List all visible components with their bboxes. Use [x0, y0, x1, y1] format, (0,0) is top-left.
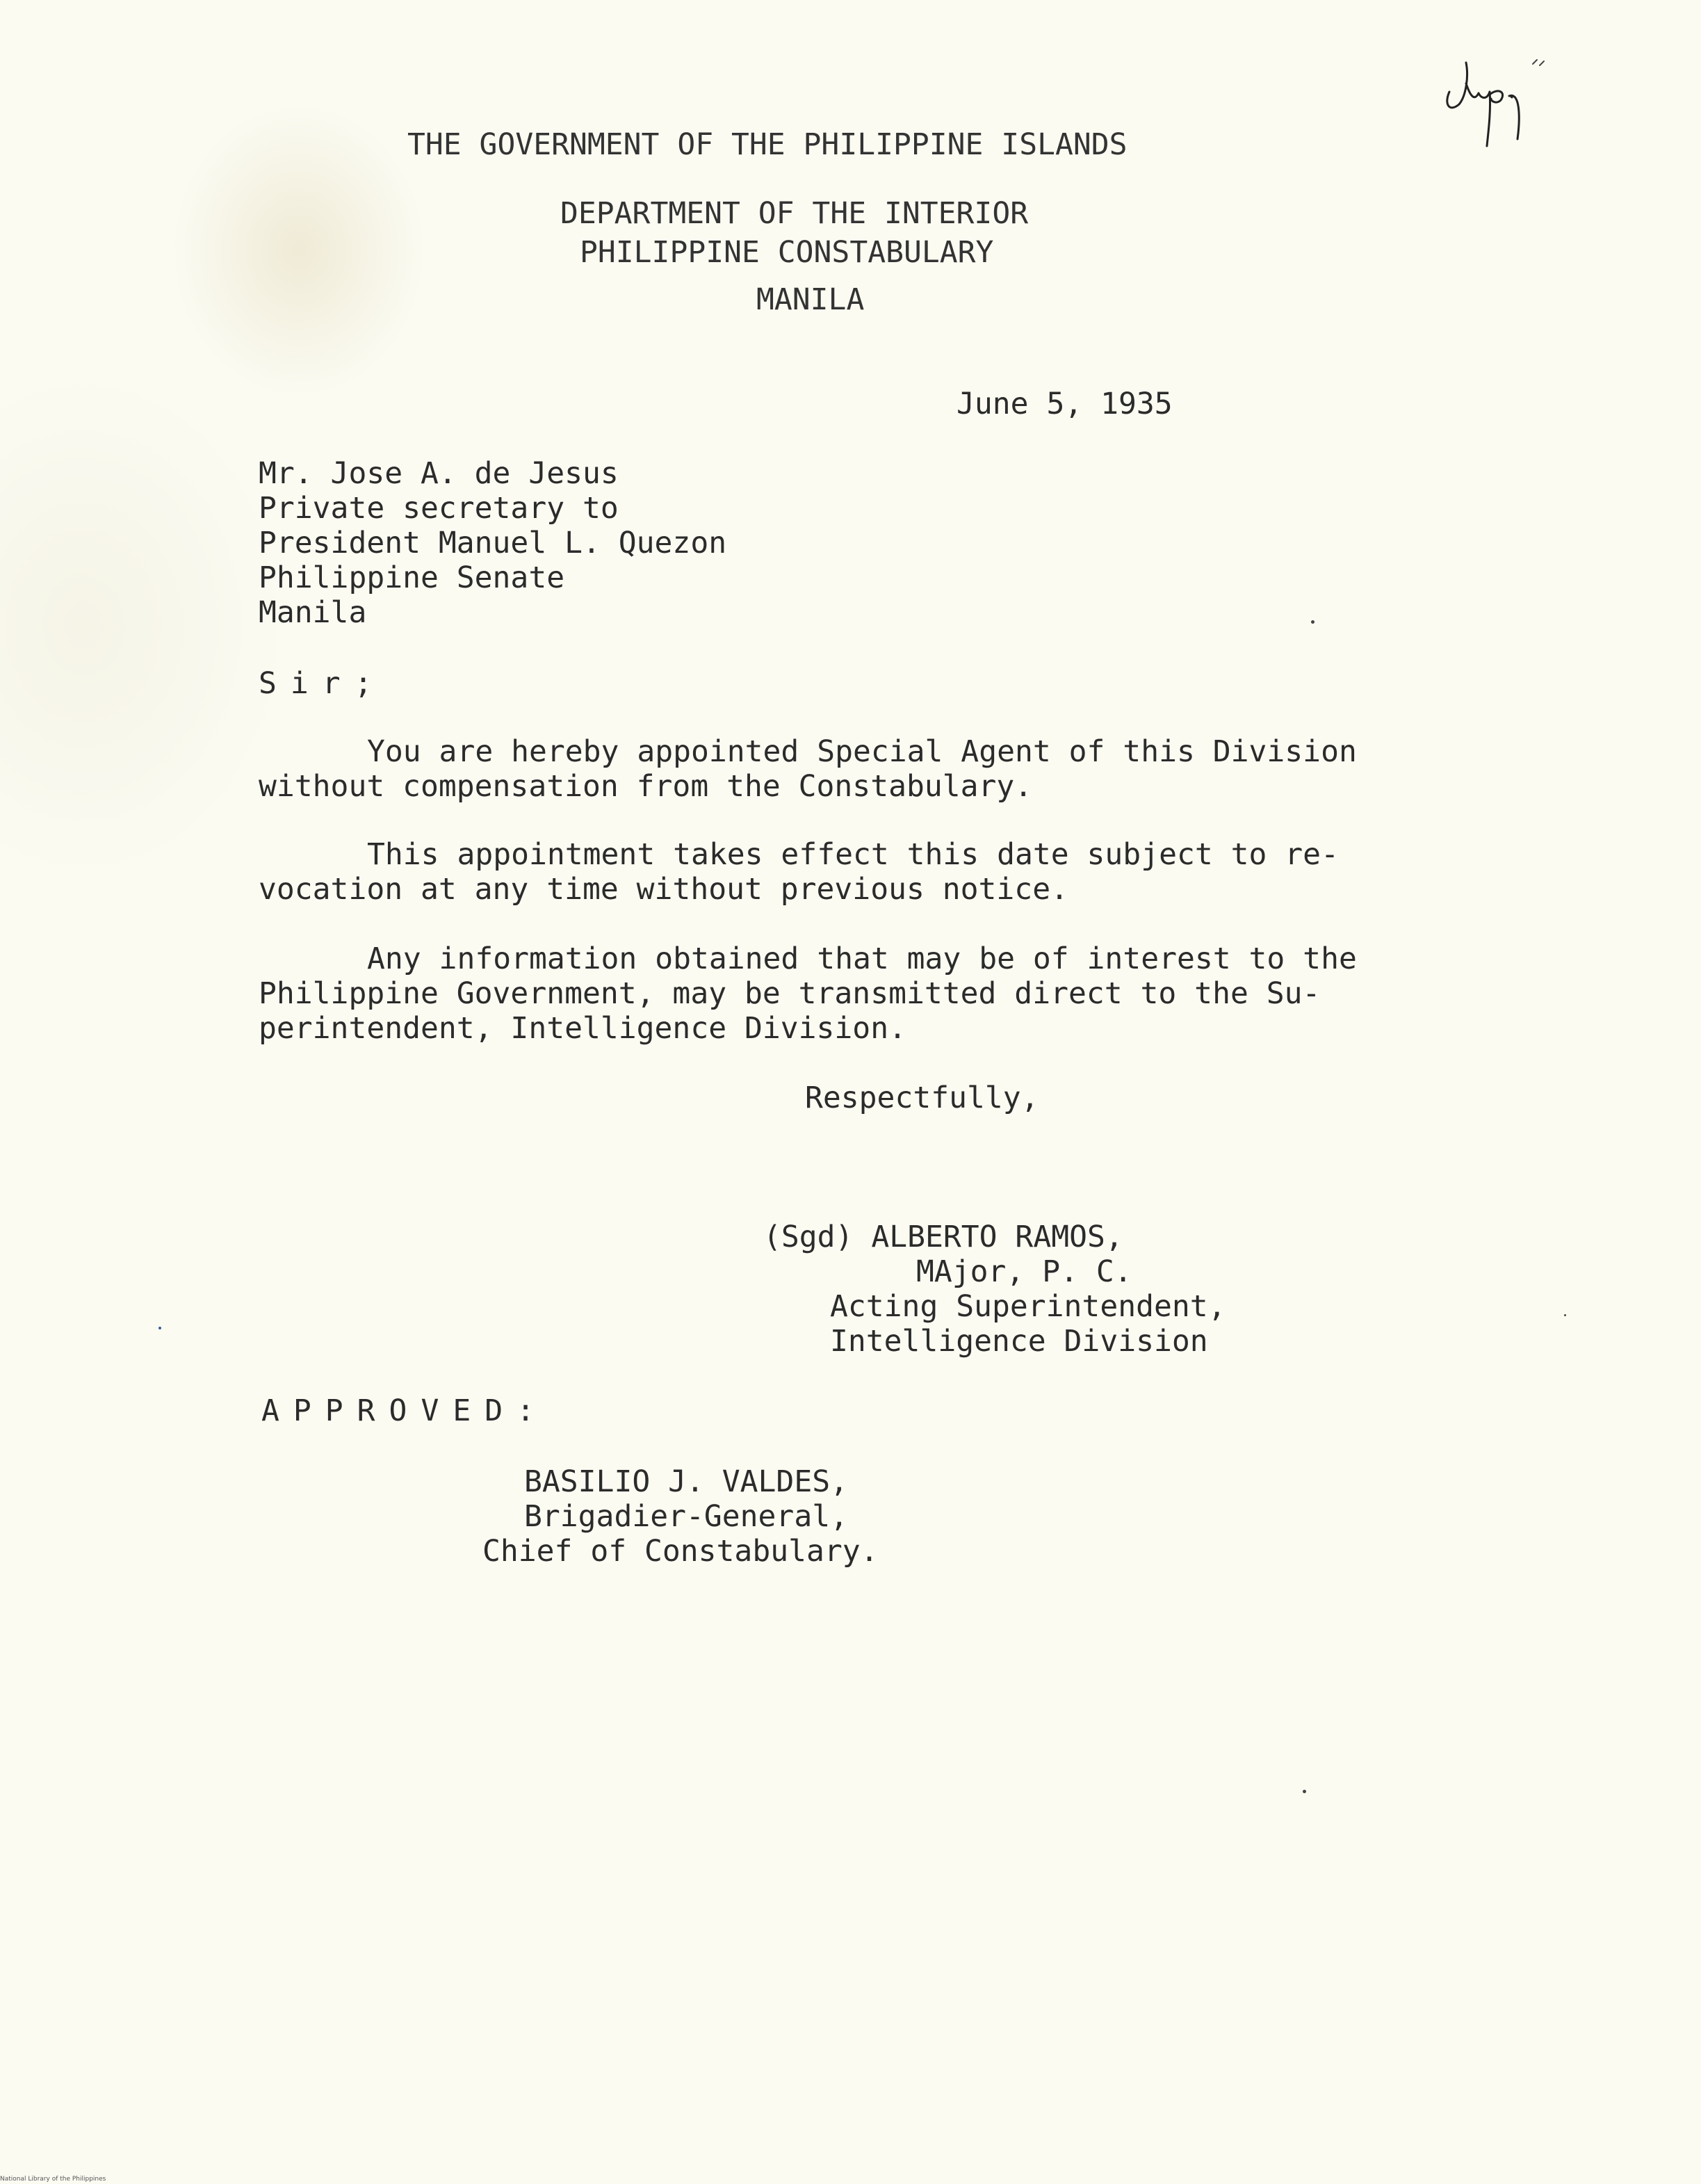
letterhead-city: MANILA [756, 282, 865, 317]
signatory-rank: MAjor, P. C. [916, 1254, 1132, 1289]
signatory-name: (Sgd) ALBERTO RAMOS, [763, 1220, 1123, 1254]
archive-footer: National Library of the Philippines [0, 2176, 106, 2183]
handwritten-annotation [1442, 56, 1581, 160]
body-paragraph-2-line-2: vocation at any time without previous notice. [259, 872, 1068, 907]
scan-speck [1564, 1314, 1566, 1316]
letterhead-department: DEPARTMENT OF THE INTERIOR [560, 196, 1029, 231]
signatory-position-1: Acting Superintendent, [830, 1289, 1226, 1324]
signatory-position-2: Intelligence Division [830, 1324, 1208, 1359]
addressee-title-2: President Manuel L. Quezon [259, 526, 727, 560]
body-paragraph-1-line-1: You are hereby appointed Special Agent of this Division [367, 734, 1357, 769]
body-paragraph-3-line-3: perintendent, Intelligence Division. [259, 1011, 906, 1046]
scan-speck [158, 1327, 161, 1329]
letterhead-government: THE GOVERNMENT OF THE PHILIPPINE ISLANDS [407, 127, 1128, 162]
body-paragraph-2-line-1: This appointment takes effect this date subject to re- [367, 837, 1339, 872]
addressee-title-1: Private secretary to [259, 491, 619, 526]
salutation: Sir; [259, 666, 386, 701]
approver-position: Chief of Constabulary. [482, 1534, 879, 1569]
scan-speck [1303, 1790, 1306, 1793]
scan-speck [1311, 620, 1315, 624]
approved-label: APPROVED: [261, 1393, 548, 1428]
approver-name: BASILIO J. VALDES, [524, 1464, 848, 1499]
addressee-organization: Philippine Senate [259, 560, 565, 595]
closing: Respectfully, [805, 1081, 1039, 1115]
addressee-name: Mr. Jose A. de Jesus [259, 456, 619, 491]
letterhead-office: PHILIPPINE CONSTABULARY [580, 235, 994, 270]
body-paragraph-3-line-1: Any information obtained that may be of interest to the [367, 941, 1357, 976]
letter-date: June 5, 1935 [957, 387, 1173, 421]
body-paragraph-3-line-2: Philippine Government, may be transmitted direct to the Su- [259, 976, 1321, 1011]
addressee-city: Manila [259, 595, 367, 630]
approver-rank: Brigadier-General, [524, 1499, 848, 1534]
body-paragraph-1-line-2: without compensation from the Constabulary. [259, 769, 1033, 804]
